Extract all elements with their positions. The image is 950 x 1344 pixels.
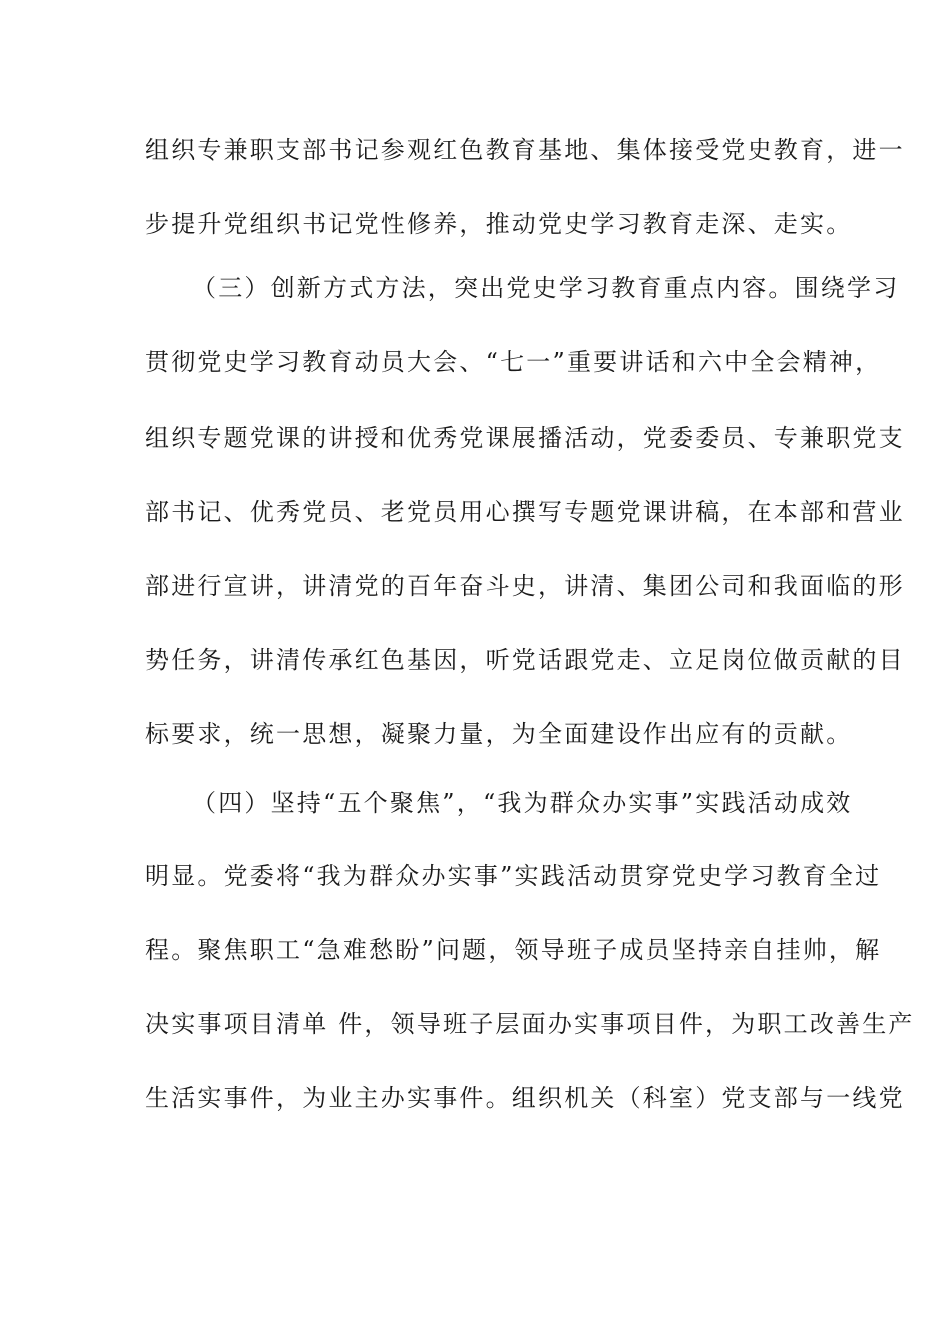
paragraph-line: 标要求，统一思想，凝聚力量，为全面建设作出应有的贡献。 — [145, 720, 853, 748]
paragraph-line: 组织专题党课的讲授和优秀党课展播活动，党委委员、专兼职党支 — [145, 424, 905, 452]
paragraph-line: 部进行宣讲，讲清党的百年奋斗史，讲清、集团公司和我面临的形 — [145, 572, 905, 600]
paragraph-line: 步提升党组织书记党性修养，推动党史学习教育走深、走实。 — [145, 210, 853, 238]
paragraph-line: 势任务，讲清传承红色基因，听党话跟党走、立足岗位做贡献的目 — [145, 646, 905, 674]
paragraph-line: 明显。党委将“我为群众办实事”实践活动贯穿党史学习教育全过 — [145, 862, 882, 890]
paragraph-line: 部书记、优秀党员、老党员用心撰写专题党课讲稿，在本部和营业 — [145, 498, 905, 526]
section-heading-line: （四）坚持“五个聚焦”，“我为群众办实事”实践活动成效 — [192, 789, 853, 817]
paragraph-line: 程。聚焦职工“急难愁盼”问题，领导班子成员坚持亲自挂帅，解 — [145, 936, 882, 964]
paragraph-line: 贯彻党史学习教育动员大会、“七一”重要讲话和六中全会精神， — [145, 348, 882, 376]
paragraph-line: 组织专兼职支部书记参观红色教育基地、集体接受党史教育，进一 — [145, 136, 905, 164]
section-heading-line: （三）创新方式方法，突出党史学习教育重点内容。围绕学习 — [192, 274, 900, 302]
paragraph-line: 决实事项目清单 件，领导班子层面办实事项目件，为职工改善生产 — [145, 1010, 915, 1038]
paragraph-line: 生活实事件，为业主办实事件。组织机关（科室）党支部与一线党 — [145, 1084, 905, 1112]
